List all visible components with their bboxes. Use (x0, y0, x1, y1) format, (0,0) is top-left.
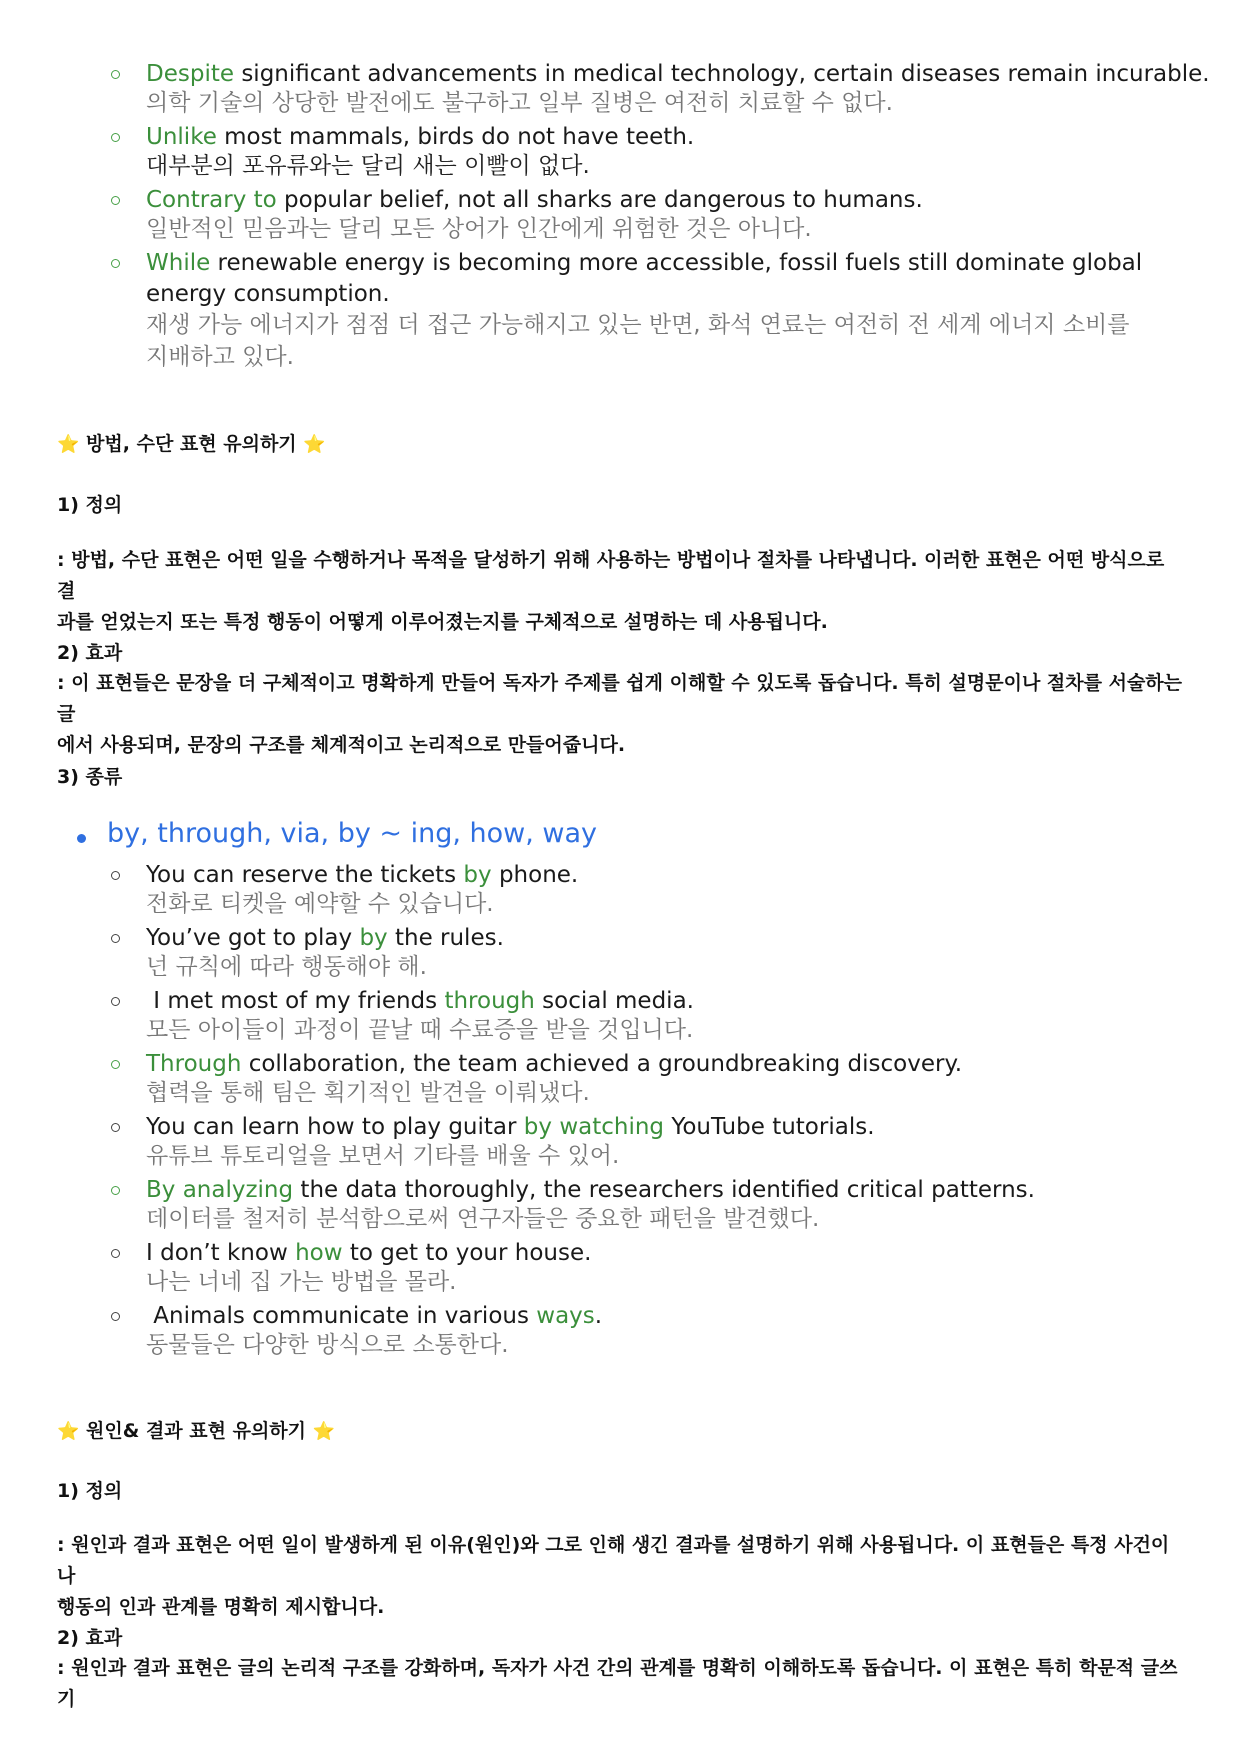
example-sentence: By analyzing the data thoroughly, the researchers identified critical patterns. (146, 1177, 1035, 1203)
star-icon: ⭐ (312, 1421, 336, 1442)
section-heading-cause (57, 1416, 335, 1447)
example-sentence (146, 59, 1210, 89)
example-sentence: I don’t know how to get to your house. (146, 1240, 592, 1266)
example-translation: 전화로 티켓을 예약할 수 있습니다. (146, 891, 494, 917)
highlight-word: While (146, 250, 211, 276)
effect-line: : 원인과 결과 표현은 글의 논리적 구조를 강화하며, 독자가 사건 간의 관계를 명확히 이해하도록 돕습니다. 이 표현은 특히 학문적 글쓰기 (57, 1657, 1178, 1710)
example-translation: 협력을 통해 팀은 획기적인 발견을 이뤄냈다. (146, 1080, 590, 1106)
highlight-word: how (295, 1240, 343, 1266)
sentence-text: popular belief, not all sharks are dangerous to humans. (276, 187, 923, 213)
sentence-text: significant advancements in medical technology, certain diseases remain incurable. (234, 61, 1210, 87)
example-sentence: I met most of my friends through social media. (146, 988, 694, 1014)
highlight-word: by (463, 862, 492, 888)
list-bullet (111, 259, 120, 268)
highlight-word: Contrary to (146, 187, 277, 213)
effect-line: 에서 사용되며, 문장의 구조를 체계적이고 논리적으로 만들어줍니다. (57, 734, 626, 756)
highlight-word: ways (536, 1303, 595, 1329)
example-translation: 의학 기술의 상당한 발전에도 불구하고 일부 질병은 여전히 치료할 수 없다. (146, 90, 893, 116)
example-translation-continued: 지배하고 있다. (146, 344, 294, 370)
list-bullet (111, 1186, 120, 1195)
example-sentence (146, 248, 1176, 278)
example-sentence: You’ve got to play by the rules. (146, 925, 504, 951)
effect-line: : 이 표현들은 문장을 더 구체적이고 명확하게 만들어 독자가 주제를 쉽게 이해할 수 있도록 돕습니다. 특히 설명문이나 절차를 서술하는 글 (57, 672, 1182, 725)
example-translation: 대부분의 포유류와는 달리 새는 이빨이 없다. (146, 153, 590, 179)
definition-label: 1) 정의 (57, 1480, 123, 1502)
definition-line: : 방법, 수단 표현은 어떤 일을 수행하거나 목적을 달성하기 위해 사용하는 방법이나 절차를 나타냅니다. 이러한 표현은 어떤 방식으로 결 (57, 549, 1165, 602)
list-bullet (111, 1249, 120, 1258)
list-bullet (111, 997, 120, 1006)
list-bullet (111, 133, 120, 142)
definition-label: 1) 정의 (57, 494, 123, 516)
example-translation: 넌 규칙에 따라 행동해야 해. (146, 954, 427, 980)
star-icon: ⭐ (303, 434, 326, 455)
section-title: 방법, 수단 표현 유의하기 (86, 433, 297, 455)
example-translation: 모든 아이들이 과정이 끝날 때 수료증을 받을 것입니다. (146, 1017, 694, 1043)
highlight-word: By analyzing (146, 1177, 294, 1203)
section-heading-method (57, 429, 326, 460)
list-bullet (111, 70, 120, 79)
example-sentence: You can learn how to play guitar by watching YouTube tutorials. (146, 1114, 875, 1140)
effect-text (57, 668, 1182, 761)
example-translation: 유튜브 튜토리얼을 보면서 기타를 배울 수 있어. (146, 1143, 620, 1169)
example-sentence: Animals communicate in various ways. (146, 1303, 603, 1329)
example-translation: 동물들은 다양한 방식으로 소통한다. (146, 1332, 509, 1358)
highlight-word: by (359, 925, 388, 951)
star-icon: ⭐ (57, 1421, 80, 1442)
example-sentence-continued: energy consumption. (146, 281, 390, 307)
example-translation: 재생 가능 에너지가 점점 더 접근 가능해지고 있는 반면, 화석 연료는 여전히 전 세계 에너지 소비를 (146, 312, 1130, 338)
list-bullet (111, 934, 120, 943)
example-translation: 일반적인 믿음과는 달리 모든 상어가 인간에게 위험한 것은 아니다. (146, 216, 812, 242)
highlight-word: Despite (146, 61, 235, 87)
definition-line: 행동의 인과 관계를 명확히 제시합니다. (57, 1596, 385, 1618)
example-sentence (146, 122, 1176, 152)
sentence-text: most mammals, birds do not have teeth. (216, 124, 695, 150)
effect-text (57, 1653, 1182, 1715)
list-bullet (111, 1312, 120, 1321)
example-sentence (146, 185, 1176, 215)
highlight-word: through (444, 988, 535, 1014)
category-heading: by, through, via, by ~ ing, how, way (107, 818, 598, 849)
list-bullet (111, 871, 120, 880)
category-bullet (77, 834, 86, 843)
list-bullet (111, 1123, 120, 1132)
highlight-word: by watching (523, 1114, 665, 1140)
example-translation: 데이터를 철저히 분석함으로써 연구자들은 중요한 패턴을 발견했다. (146, 1206, 820, 1232)
effect-label: 2) 효과 (57, 642, 123, 664)
highlight-word: Unlike (146, 124, 217, 150)
example-sentence: Through collaboration, the team achieved a groundbreaking discovery. (146, 1051, 963, 1077)
example-sentence: You can reserve the tickets by phone. (146, 862, 579, 888)
example-translation: 나는 너네 집 가는 방법을 몰라. (146, 1269, 457, 1295)
section-title: 원인& 결과 표현 유의하기 (86, 1420, 307, 1442)
definition-text (57, 1530, 1182, 1623)
star-icon: ⭐ (57, 434, 80, 455)
definition-text (57, 545, 1182, 638)
highlight-word: Through (146, 1051, 242, 1077)
sentence-text: renewable energy is becoming more accessible, fossil fuels still dominate global (210, 250, 1143, 276)
list-bullet (111, 196, 120, 205)
definition-line: 과를 얻었는지 또는 특정 행동이 어떻게 이루어졌는지를 구체적으로 설명하는 데 사용됩니다. (57, 611, 828, 633)
kind-label: 3) 종류 (57, 766, 123, 788)
definition-line: : 원인과 결과 표현은 어떤 일이 발생하게 된 이유(원인)와 그로 인해 생긴 결과를 설명하기 위해 사용됩니다. 이 표현들은 특정 사건이나 (57, 1534, 1170, 1587)
list-bullet (111, 1060, 120, 1069)
effect-label: 2) 효과 (57, 1627, 123, 1649)
